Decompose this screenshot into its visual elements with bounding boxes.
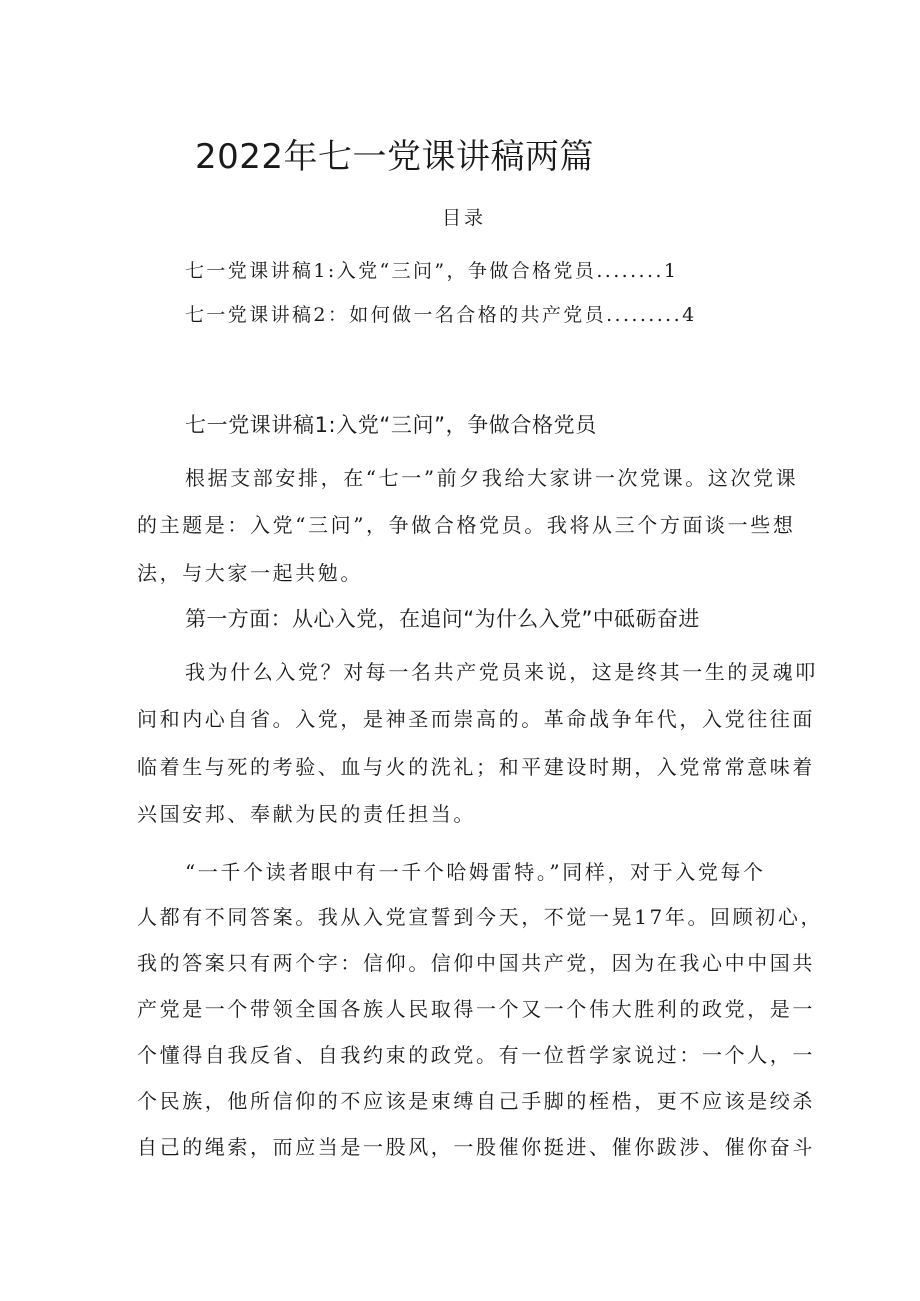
paragraph-line: 自己的绳索，而应当是一股风，一股催你挺进、催你跋涉、催你奋斗 (137, 1135, 815, 1159)
paragraph-line: 兴国安邦、奉献为民的责任担当。 (137, 802, 476, 826)
paragraph-line: “一千个读者眼中有一千个哈姆雷特。”同样，对于入党每个 (185, 860, 766, 884)
paragraph-line: 的主题是：入党“三问”，争做合格党员。我将从三个方面谈一些想 (137, 513, 796, 537)
toc-entry[interactable] (185, 256, 678, 283)
paragraph-line: 产党是一个带领全国各族人民取得一个又一个伟大胜利的政党，是一 (137, 997, 815, 1021)
toc-entry-label: 七一党课讲稿2：如何做一名合格的共产党员 (185, 304, 607, 326)
paragraph-line: 根据支部安排，在“七一”前夕我给大家讲一次党课。这次党课 (185, 466, 799, 490)
toc-entry-leader: ......... (606, 304, 683, 326)
paragraph-line: 我的答案只有两个字：信仰。信仰中国共产党，因为在我心中中国共 (137, 951, 815, 975)
toc-entry-page: 1 (663, 260, 679, 282)
paragraph-line: 人都有不同答案。我从入党宣誓到今天，不觉一晃17年。回顾初心， (137, 905, 824, 929)
toc-entry[interactable] (185, 300, 697, 327)
section-heading: 七一党课讲稿1:入党“三问”，争做合格党员 (185, 413, 597, 437)
toc-entry-leader: ........ (596, 260, 664, 282)
paragraph-line: 我为什么入党？对每一名共产党员来说，这是终其一生的灵魂叩 (185, 660, 818, 684)
paragraph-line: 个民族，他所信仰的不应该是束缚自己手脚的桎梏，更不应该是绞杀 (137, 1089, 815, 1113)
document-title: 2022年七一党课讲稿两篇 (195, 137, 595, 177)
paragraph-line: 问和内心自省。入党，是神圣而崇高的。革命战争年代，入党往往面 (137, 707, 815, 731)
toc-heading: 目录 (442, 207, 487, 229)
paragraph-line: 个懂得自我反省、自我约束的政党。有一位哲学家说过：一个人，一 (137, 1043, 815, 1067)
paragraph-line: 法，与大家一起共勉。 (137, 561, 363, 585)
subsection-heading: 第一方面：从心入党，在追问“为什么入党”中砥砺奋进 (185, 607, 700, 631)
toc-entry-label: 七一党课讲稿1:入党“三问”，争做合格党员 (185, 260, 597, 282)
toc-entry-page: 4 (682, 304, 697, 326)
paragraph-line: 临着生与死的考验、血与火的洗礼；和平建设时期，入党常常意味着 (137, 755, 815, 779)
